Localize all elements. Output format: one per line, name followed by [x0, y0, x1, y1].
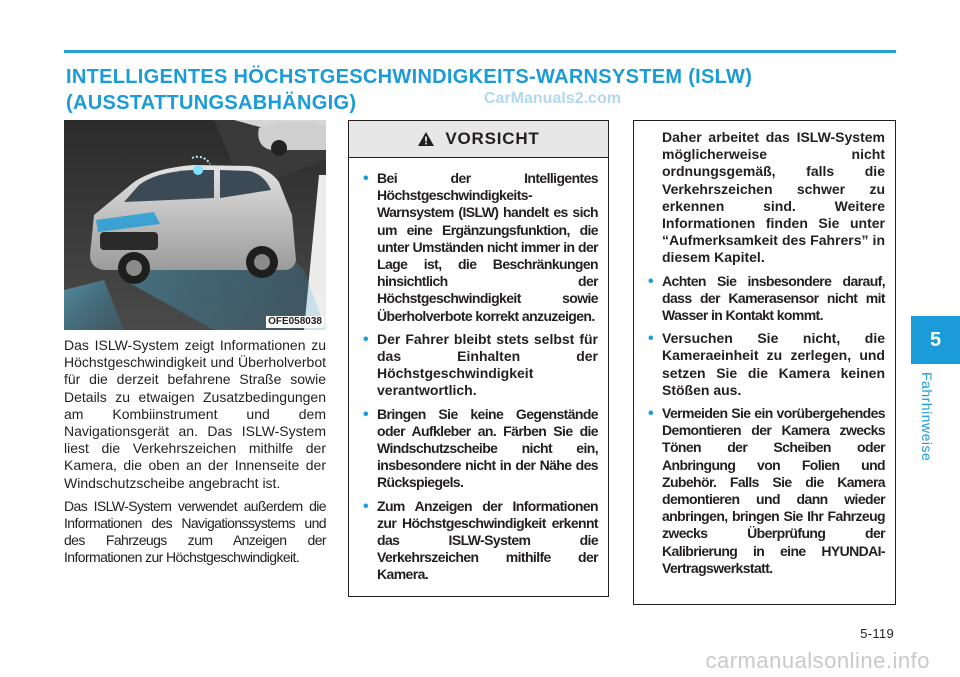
warning-triangle-icon — [417, 131, 435, 147]
top-rule — [64, 50, 896, 53]
watermark-bottom: carmanualsonline.info — [705, 648, 930, 673]
chapter-number-tab: 5 — [911, 316, 960, 364]
caution-header — [349, 121, 608, 158]
body-paragraph: Das ISLW-System verwendet außerdem die Informationen des Navigationssystems und des Fahrzeugs zum Anzeigen der Informationen zur Höchstgeschwindigkeit. — [64, 497, 326, 566]
caution-title: VORSICHT — [445, 129, 540, 148]
continued-text: Daher arbeitet das ISLW-System möglicherweise nicht ordnungsgemäß, falls die Verkehrszeichen schwer zu erkennen sind. Weitere Informationen finden Sie unter “Aufmerksamkeit des Fahrers” in diesem Kapitel. — [662, 129, 885, 266]
list-item: • Bringen Sie keine Gegenstände oder Aufkleber an. Färben Sie die Windschutzscheibe nicht ein, insbesondere nicht in der Nähe des Rückspiegels. — [363, 406, 598, 492]
section-title-line1: INTELLIGENTES HÖCHSTGESCHWINDIGKEITS-WARNSYSTEM (ISLW) — [66, 66, 753, 88]
list-item: • Bei der Intelligentes Höchstgeschwindigkeits-Warnsystem (ISLW) handelt es sich um eine Ergänzungsfunktion, die unter Umständen nicht immer in der Lage ist, die Beschränkungen hinsichtlich der Höchstgeschwindigkeit sowie Überholverbote korrekt anzuzeigen. — [363, 170, 598, 325]
car-camera-illustration-icon — [64, 120, 326, 330]
caution-list — [349, 158, 608, 584]
figure-code: OFE058038 — [268, 316, 322, 327]
watermark-top: CarManuals2.com — [484, 90, 621, 107]
body-text — [64, 337, 326, 573]
continued-list — [648, 273, 885, 577]
section-title-line2: (AUSSTATTUNGSABHÄNGIG) — [66, 92, 357, 114]
list-item: • Der Fahrer bleibt stets selbst für das Einhalten der Höchstgeschwindigkeit verantwortlich. — [363, 331, 598, 400]
list-item: • Zum Anzeigen der Informationen zur Höchstgeschwindigkeit erkennt das ISLW-System die Verkehrszeichen mithilfe der Kamera. — [363, 498, 598, 584]
section-title — [66, 64, 752, 116]
car-camera-figure — [64, 120, 326, 330]
chapter-name: Fahrhinweise — [919, 372, 935, 462]
page-number: 5-119 — [860, 626, 894, 641]
caution-box — [348, 120, 609, 597]
caution-continued-box — [633, 120, 896, 605]
list-item: • Versuchen Sie nicht, die Kameraeinheit zu zerlegen, und setzen Sie die Kamera keinen Stößen aus. — [648, 330, 885, 399]
list-item: • Vermeiden Sie ein vorübergehendes Demontieren der Kamera zwecks Tönen der Scheiben oder Anbringung von Folien und Zubehör. Falls Sie die Kamera demontieren und dann wieder anbringen, bringen Sie Ihr Fahrzeug zwecks Überprüfung der Kalibrierung in eine HYUNDAI-Vertragswerkstatt. — [648, 405, 885, 577]
list-item: • Achten Sie insbesondere darauf, dass der Kamerasensor nicht mit Wasser in Kontakt kommt. — [648, 273, 885, 325]
body-paragraph: Das ISLW-System zeigt Informationen zu Höchstgeschwindigkeit und Überholverbot für die derzeit befahrene Straße sowie Details zu etwaigen Zusatzbedingungen am Kombiinstrument und dem Navigationsgerät an. Das ISLW-System liest die Verkehrszeichen mithilfe der Kamera, die oben an der Innenseite der Windschutzscheibe angebracht ist. — [64, 337, 326, 491]
